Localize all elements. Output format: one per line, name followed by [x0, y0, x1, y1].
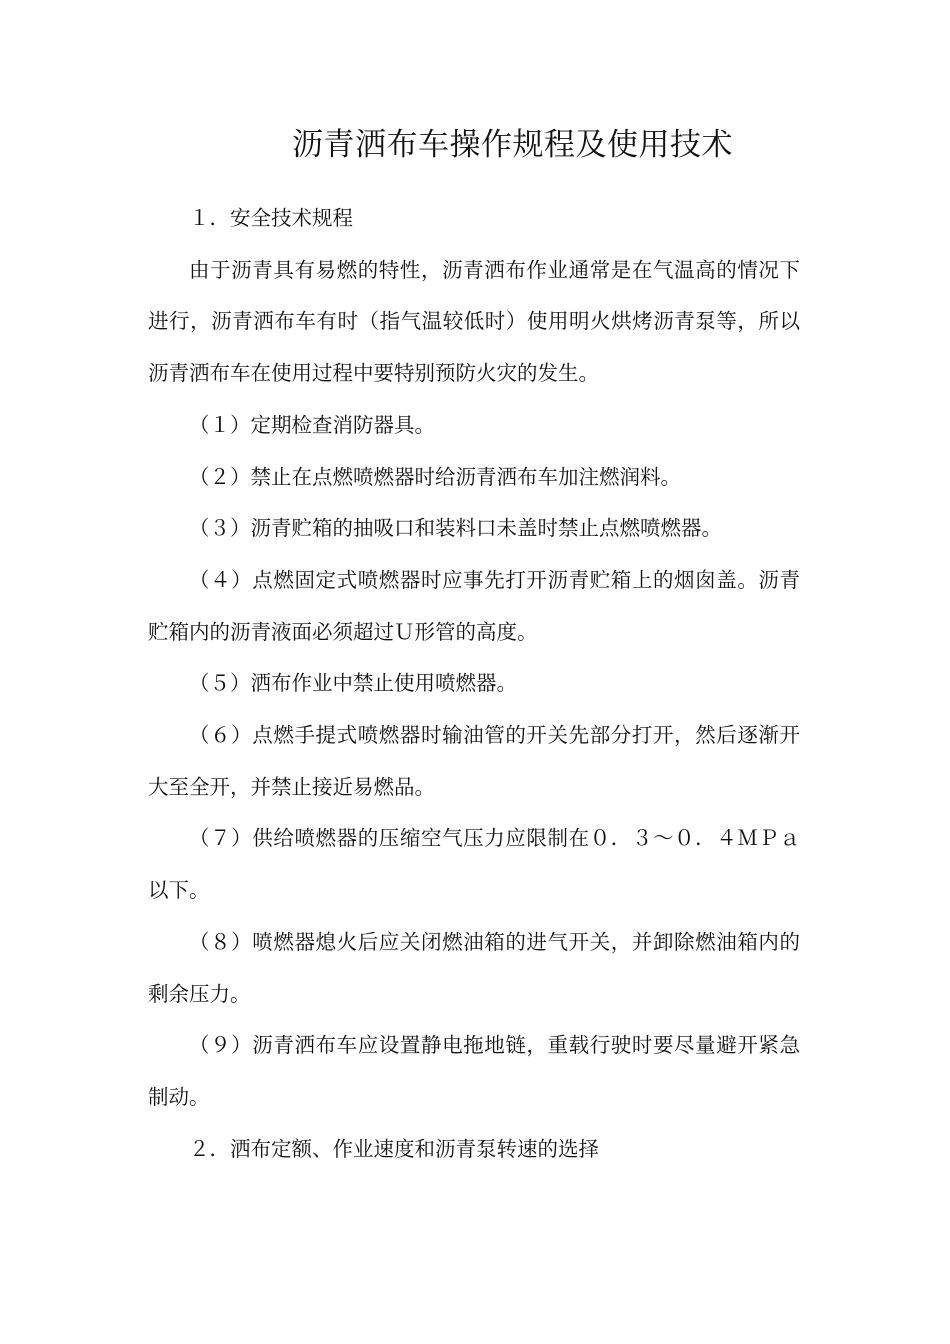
rule-item-9: （９）沥青洒布车应设置静电拖地链，重载行驶时要尽量避开紧急制动。	[148, 1033, 800, 1109]
rule-item-4: （４）点燃固定式喷燃器时应事先打开沥青贮箱上的烟囱盖。沥青贮箱内的沥青液面必须超过Ｕ形管的高度。	[148, 567, 800, 644]
rule-item-7: （７）供给喷燃器的压缩空气压力应限制在０．３～０．４ＭＰａ以下。	[148, 826, 800, 903]
section-heading-safety: １．安全技术规程	[189, 206, 353, 230]
intro-paragraph: 由于沥青具有易燃的特性，沥青洒布作业通常是在气温高的情况下进行，沥青洒布车有时（指气温较低时）使用明火烘烤沥青泵等，所以沥青洒布车在使用过程中要特别预防火灾的发生。	[148, 257, 800, 386]
document-body	[148, 193, 800, 1175]
document-title: 沥青洒布车操作规程及使用技术	[292, 127, 733, 163]
rule-item-5: （５）洒布作业中禁止使用喷燃器。	[189, 671, 517, 696]
rule-item-3: （３）沥青贮箱的抽吸口和装料口未盖时禁止点燃喷燃器。	[189, 516, 722, 541]
rule-item-2: （２）禁止在点燃喷燃器时给沥青洒布车加注燃润料。	[189, 464, 681, 489]
rule-item-8: （８）喷燃器熄火后应关闭燃油箱的进气开关，并卸除燃油箱内的剩余压力。	[148, 929, 800, 1006]
section-heading-spraying: ２．洒布定额、作业速度和沥青泵转速的选择	[189, 1136, 599, 1161]
rule-item-6: （６）点燃手提式喷燃器时输油管的开关先部分打开，然后逐渐开大至全开，并禁止接近易燃品。	[148, 723, 800, 799]
rule-item-1: （１）定期检查消防器具。	[189, 412, 435, 437]
